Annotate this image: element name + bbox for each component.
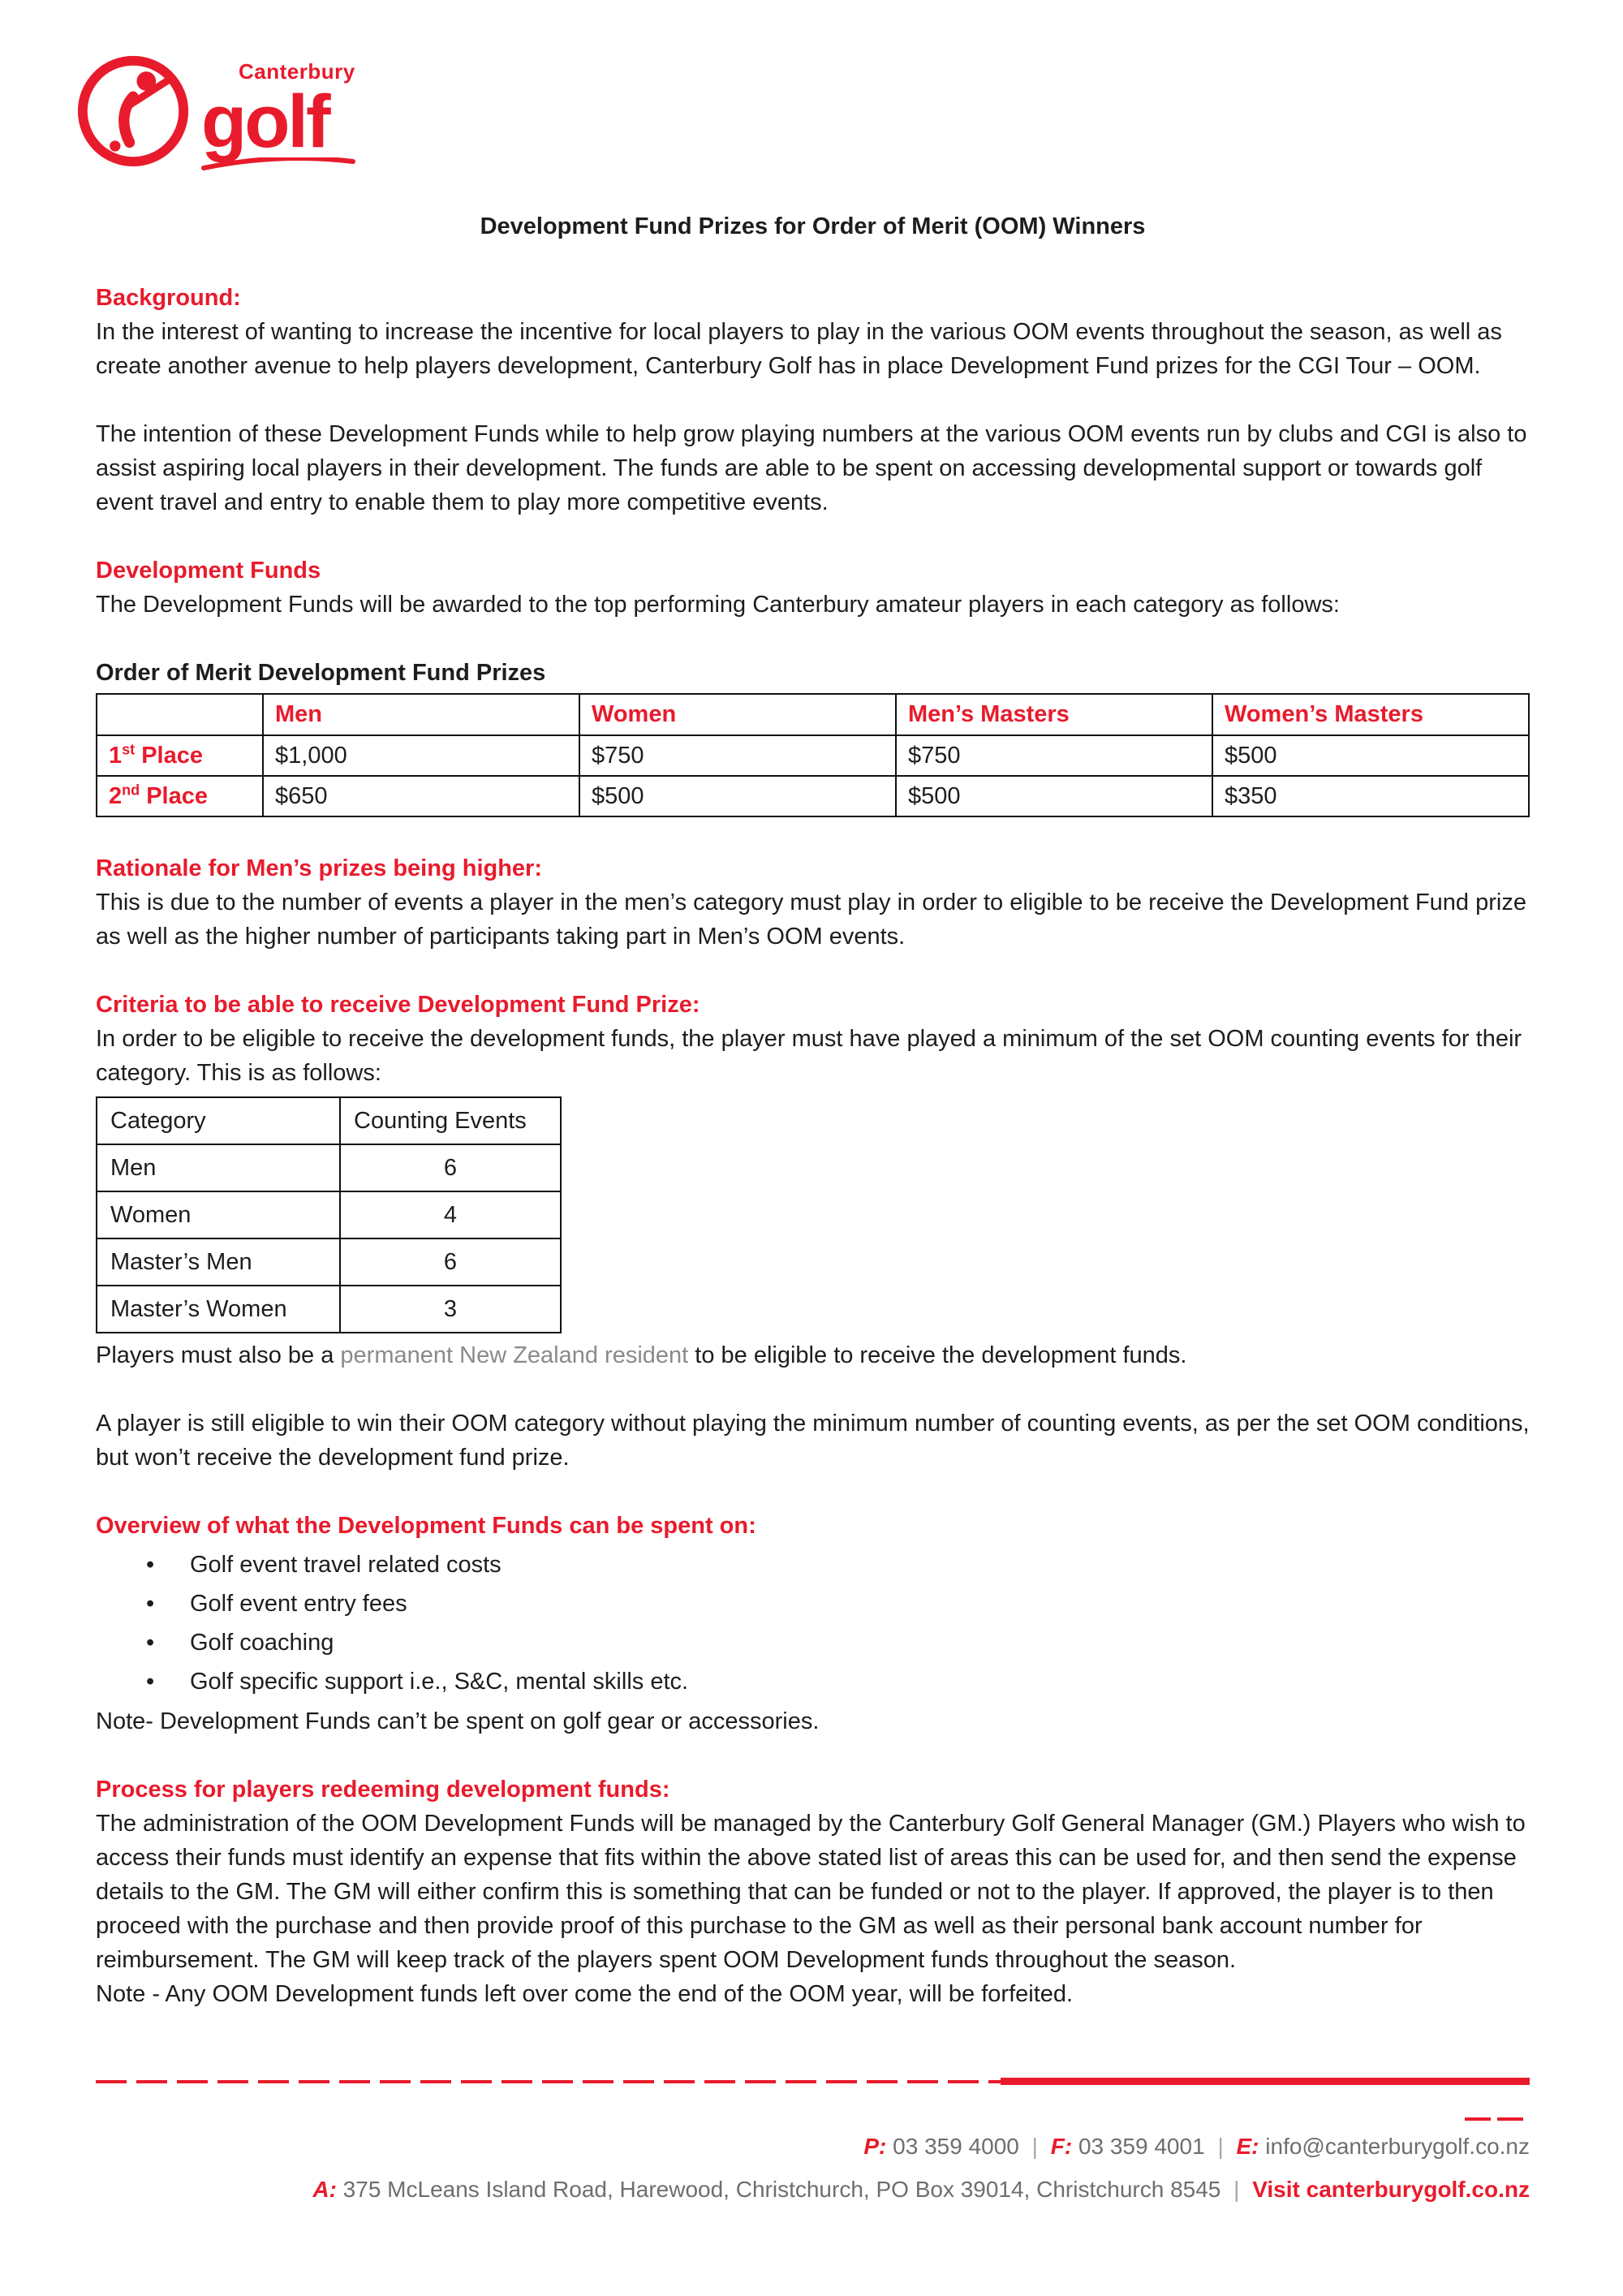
category-cell: Master’s Women [97,1286,340,1333]
prize-cell: $1,000 [263,735,579,776]
place-ordinal: 1 [109,742,123,769]
place-word: Place [135,742,203,769]
table-row [97,1238,561,1286]
criteria-paragraph: In order to be eligible to receive the development funds, the player must have played a minimum of the set OOM counting events for their category. This is as follows: [96,1025,1522,1086]
prize-header-womens-masters: Women’s Masters [1212,694,1529,734]
section-prize-table [96,656,1530,816]
background-heading: Background: [96,285,241,312]
criteria-heading: Criteria to be able to receive Development Fund Prize: [96,991,700,1018]
rationale-heading: Rationale for Men’s prizes being higher: [96,855,542,881]
category-cell: Master’s Men [97,1238,340,1286]
place-ordinal: 2 [109,782,123,809]
footer-address-line [96,2173,1530,2207]
fax-number: 03 359 4001 [1078,2134,1205,2159]
bullet-item: • Golf coaching [96,1626,1530,1660]
prize-header-empty-cell [97,694,263,734]
footer-contact-line [96,2130,1530,2164]
resident-text-highlight: permanent New Zealand resident [340,1342,689,1369]
prize-cell: $750 [896,735,1212,776]
background-paragraph-2: The intention of these Development Funds while to help grow playing numbers at the various OOM events run by clubs and CGI is also to assist aspiring local players in their development. The funds are able to be spent on accessing developmental support or towards golf event travel and entry to enable them to play more competitive events. [96,421,1527,516]
golfer-icon [71,49,195,169]
events-cell: 3 [340,1286,561,1333]
footer-accent-dash [1465,2117,1530,2121]
prize-cell: $650 [263,776,579,816]
place-ordinal-suffix: nd [122,781,140,798]
phone-label: P: [863,2134,887,2159]
overview-heading: Overview of what the Development Funds can be spent on: [96,1513,756,1540]
counting-header-events: Counting Events [340,1097,561,1144]
process-paragraph: The administration of the OOM Development Funds will be managed by the Canterbury Golf General Manager (GM.) Players who wish to access their funds must identify an expense that fits within the above stated list of areas this can be used for, and then send the expense details to the GM. The GM will either confirm this is something that can be funded or not to the player. If approved, the player is to then proceed with the purchase and then provide proof of this purchase to the GM as well as their personal bank account number for reimbursement. The GM will keep track of the players spent OOM Development funds throughout the season. [96,1810,1526,1973]
overview-note: Note- Development Funds can’t be spent on golf gear or accessories. [96,1708,820,1734]
letterhead-footer [96,2078,1530,2206]
bullet-item: • Golf event travel related costs [96,1548,1530,1582]
eligibility-paragraph: A player is still eligible to win their OOM category without playing the minimum number of counting events, as per the set OOM conditions, but won’t receive the development fund prize. [96,1411,1530,1471]
address-label: A: [312,2176,337,2202]
logo-brand-main: golf [201,80,329,163]
separator: | [1031,2134,1038,2159]
logo-brand-small: Canterbury [239,59,355,84]
category-cell: Men [97,1144,340,1191]
table-row [97,1144,561,1191]
place-word: Place [140,782,208,809]
resident-text-after: to be eligible to receive the development funds. [688,1342,1187,1369]
bullet-item: • Golf specific support i.e., S&C, mental skills etc. [96,1665,1530,1699]
prize-table-row-first-place [97,735,1529,776]
separator: | [1233,2176,1240,2202]
phone-number: 03 359 4000 [893,2134,1019,2159]
prize-cell: $500 [1212,735,1529,776]
prize-header-women: Women [579,694,896,734]
section-rationale [96,851,1530,954]
prize-cell: $500 [896,776,1212,816]
section-overview [96,1509,1530,1738]
rationale-paragraph: This is due to the number of events a player in the men’s category must play in order to eligible to be receive the Development Fund prize as well as the higher number of participants taking part in Men’s OOM events. [96,889,1526,950]
prize-header-mens-masters: Men’s Masters [896,694,1212,734]
prize-row-label-second [97,776,263,816]
page-title: Development Fund Prizes for Order of Merit (OOM) Winners [480,213,1146,239]
separator: | [1217,2134,1224,2159]
process-heading: Process for players redeeming development funds: [96,1776,670,1803]
process-note: Note - Any OOM Development funds left over come the end of the OOM year, will be forfeited. [96,1980,1074,2007]
counting-header-category: Category [97,1097,340,1144]
development-funds-heading: Development Funds [96,558,321,584]
section-development-funds [96,554,1530,622]
resident-text-before: Players must also be a [96,1342,341,1369]
table-row [97,1286,561,1333]
footer-divider-dashed-line [96,2080,1001,2083]
prize-cell: $500 [579,776,896,816]
logo-wordmark [201,49,355,170]
fax-label: F: [1050,2134,1073,2159]
counting-table-header-row [97,1097,561,1144]
email-address: info@canterburygolf.co.nz [1265,2134,1530,2159]
section-background [96,281,1530,519]
counting-events-table [96,1096,562,1333]
place-ordinal-suffix: st [122,740,136,757]
section-process [96,1773,1530,2011]
email-label: E: [1236,2134,1259,2159]
events-cell: 6 [340,1238,561,1286]
prize-header-men: Men [263,694,579,734]
bullet-item: • Golf event entry fees [96,1587,1530,1621]
canterbury-golf-logo [71,49,1530,170]
background-paragraph-1: In the interest of wanting to increase the incentive for local players to play in the various OOM events throughout the season, as well as create another avenue to help players development, Canterbury Golf has in place Development Fund prizes for the CGI Tour – OOM. [96,319,1502,380]
section-criteria [96,988,1530,1475]
table-row [97,1191,561,1238]
prize-cell: $750 [579,735,896,776]
prize-table-heading: Order of Merit Development Fund Prizes [96,660,546,687]
spending-bullet-list [96,1548,1530,1699]
footer-divider-solid-line [1001,2078,1530,2085]
prize-table-header-row [97,694,1529,734]
events-cell: 6 [340,1144,561,1191]
development-funds-paragraph: The Development Funds will be awarded to the top performing Canterbury amateur players in each category as follows: [96,592,1340,618]
footer-accent-row [96,2117,1530,2121]
prize-table [96,693,1530,816]
street-address: 375 McLeans Island Road, Harewood, Christchurch, PO Box 39014, Christchurch 8545 [342,2176,1221,2202]
prize-row-label-first [97,735,263,776]
prize-cell: $350 [1212,776,1529,816]
events-cell: 4 [340,1191,561,1238]
category-cell: Women [97,1191,340,1238]
footer-divider [96,2078,1530,2085]
resident-requirement [96,1338,1530,1372]
prize-table-row-second-place [97,776,1529,816]
website-link: Visit canterburygolf.co.nz [1252,2176,1530,2202]
